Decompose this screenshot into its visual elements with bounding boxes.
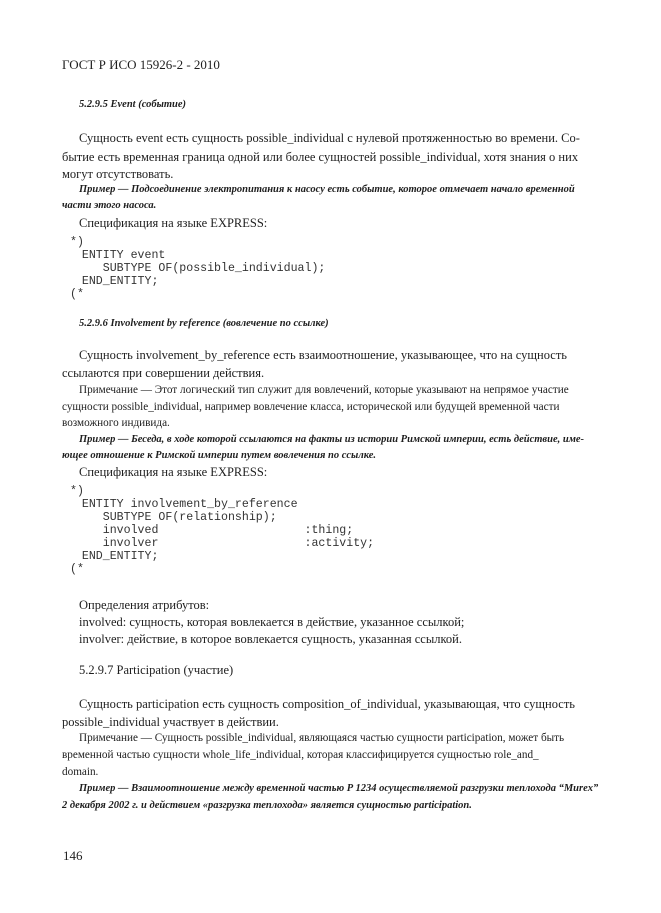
code-line: *) [70, 485, 84, 498]
note-line: сущности possible_individual, например вовлечение класса, исторической или будущей временной части [62, 401, 560, 413]
code-line: SUBTYPE OF(possible_individual); [61, 262, 326, 275]
code-line: END_ENTITY; [61, 550, 159, 563]
note-line: Примечание — Сущность possible_individual, являющаяся частью сущности participation, может быть [79, 732, 565, 744]
attr-heading: Определения атрибутов: [79, 598, 210, 612]
example-line: ющее отношение к Римской империи путем вовлечения по ссылке. [62, 450, 377, 461]
note-line: domain. [62, 766, 99, 778]
body-line: Сущность participation есть сущность composition_of_individual, указывающая, что сущность [79, 697, 575, 711]
body-line: Сущность event есть сущность possible_individual с нулевой протяженностью во времени. Со- [79, 131, 580, 145]
example-line: 2 декабря 2002 г. и действием «разгрузка теплохода» является сущностью participation. [62, 800, 472, 811]
body-line: бытие есть временная граница одной или более сущностей possible_individual, хотя знания о них [62, 150, 579, 164]
code-line: ENTITY event [61, 249, 166, 262]
body-line: могут отсутствовать. [62, 167, 174, 181]
code-line: *) [70, 236, 84, 249]
code-line: ENTITY involvement_by_reference [61, 498, 298, 511]
spec-label: Спецификация на языке EXPRESS: [79, 465, 268, 479]
example-line: Пример — Подсоединение электропитания к насосу есть событие, которое отмечает начало временной [79, 184, 575, 195]
note-line: возможного индивида. [62, 417, 170, 429]
code-line: END_ENTITY; [61, 275, 159, 288]
note-line: временной частью сущности whole_life_individual, которая классифицируется сущностью role_and_ [62, 749, 539, 761]
page-number: 146 [63, 848, 83, 863]
example-line: Пример — Взаимоотношение между временной частью P 1234 осуществляемой разгрузки теплохода “Murex” [79, 783, 599, 794]
attr-definition: involved: сущность, которая вовлекается в действие, указанное ссылкой; [79, 615, 465, 629]
code-line: involver :activity; [61, 537, 375, 550]
example-line: части этого насоса. [62, 200, 157, 211]
section-title-participation: 5.2.9.7 Participation (участие) [79, 663, 234, 677]
section-title-event: 5.2.9.5 Event (событие) [79, 99, 187, 110]
section-title-involvement: 5.2.9.6 Involvement by reference (вовлечение по ссылке) [79, 318, 329, 329]
code-line: SUBTYPE OF(relationship); [61, 511, 277, 524]
spec-label: Спецификация на языке EXPRESS: [79, 216, 268, 230]
example-line: Пример — Беседа, в ходе которой ссылаются на факты из истории Римской империи, есть действие, име- [79, 434, 585, 445]
code-line: involved :thing; [61, 524, 354, 537]
code-line: (* [70, 563, 84, 576]
document-header: ГОСТ Р ИСО 15926-2 - 2010 [62, 57, 220, 72]
body-line: possible_individual участвует в действии. [62, 715, 279, 729]
body-line: Сущность involvement_by_reference есть взаимоотношение, указывающее, что на сущность [79, 348, 568, 362]
note-line: Примечание — Этот логический тип служит для вовлечений, которые указывают на непрямое участие [79, 384, 569, 396]
attr-definition: involver: действие, в которое вовлекается сущность, указанная ссылкой. [79, 632, 462, 646]
code-line: (* [70, 288, 84, 301]
body-line: ссылаются при совершении действия. [62, 366, 265, 380]
